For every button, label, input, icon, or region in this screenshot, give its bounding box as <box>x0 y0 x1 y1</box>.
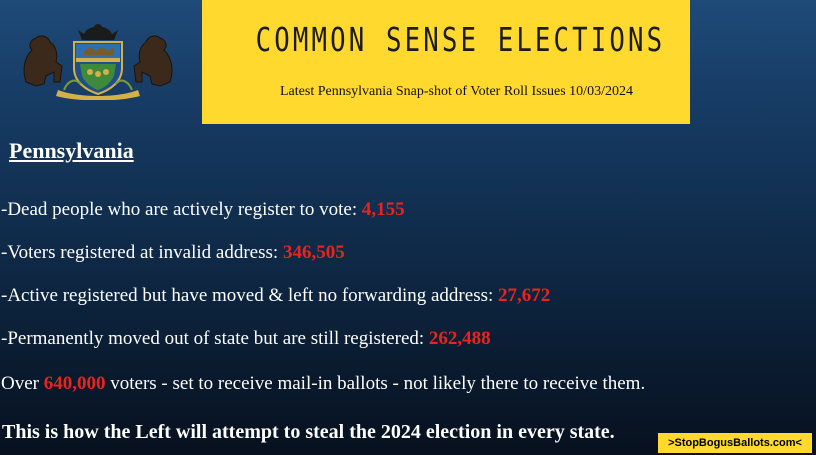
stat-dead-voters <box>1 199 405 221</box>
stat-value: 27,672 <box>498 285 551 306</box>
mail-in-suffix: voters - set to receive mail-in ballots - not likely there to receive them. <box>105 373 646 394</box>
mail-in-prefix: Over <box>1 373 44 394</box>
stat-invalid-address <box>1 242 345 264</box>
stat-label: -Active registered but have moved & left no forwarding address: <box>1 285 499 306</box>
state-heading: Pennsylvania <box>9 138 134 163</box>
banner-title: COMMON SENSE ELECTIONS <box>255 20 666 59</box>
stat-label: -Voters registered at invalid address: <box>1 242 283 263</box>
stat-label: -Dead people who are actively register to vote: <box>1 199 362 220</box>
stat-mail-in <box>1 373 645 395</box>
closing-statement: This is how the Left will attempt to steal the 2024 election in every state. <box>2 421 615 443</box>
stat-value: 4,155 <box>361 199 405 220</box>
pennsylvania-coat-of-arms-icon <box>18 20 178 100</box>
stat-moved-out-of-state <box>1 328 491 350</box>
title-banner <box>202 0 690 124</box>
stat-value: 346,505 <box>282 242 345 263</box>
stat-value: 262,488 <box>428 328 491 349</box>
stat-label: -Permanently moved out of state but are still registered: <box>1 328 429 349</box>
stat-no-forwarding <box>1 285 550 307</box>
banner-subtitle: Latest Pennsylvania Snap-shot of Voter Roll Issues 10/03/2024 <box>280 84 633 99</box>
website-tag: >StopBogusBallots.com< <box>658 433 812 453</box>
mail-in-value: 640,000 <box>43 373 106 394</box>
